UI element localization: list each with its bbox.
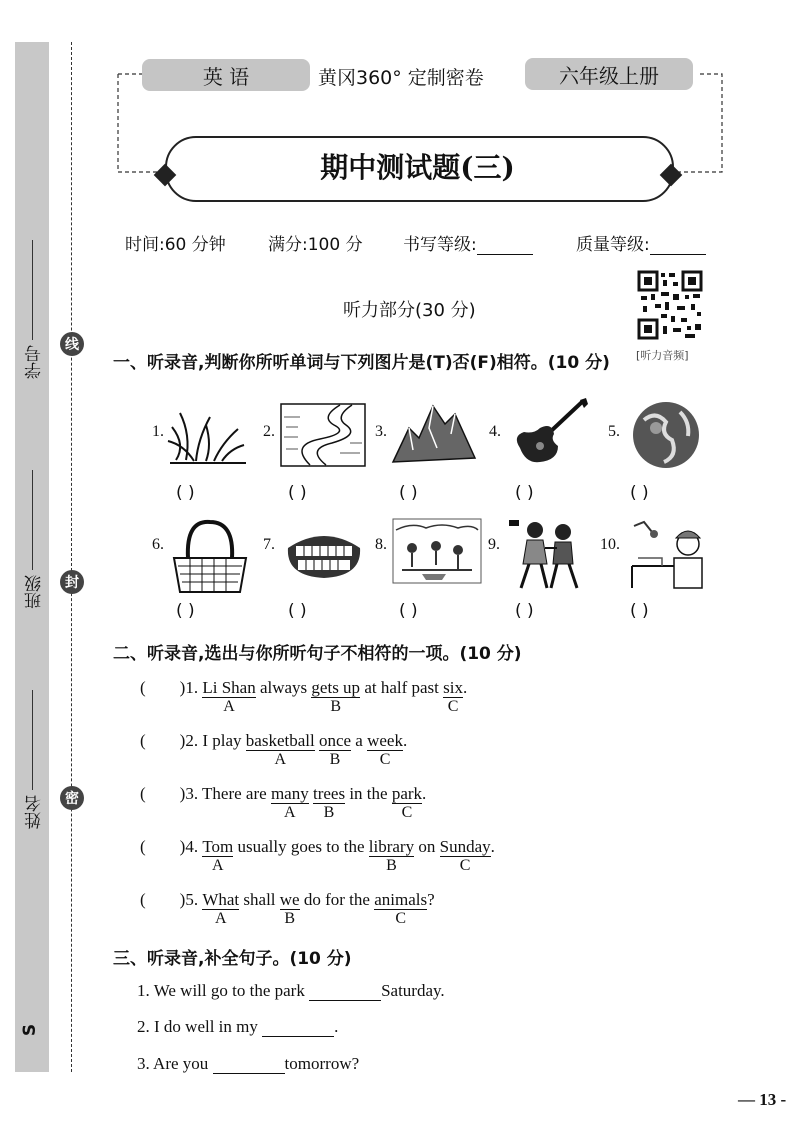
series-title: 黄冈360° 定制密卷 (318, 67, 484, 89)
quality-grade-label: 质量等级: (576, 235, 650, 255)
question-text: . (334, 1017, 339, 1036)
question-text: Saturday. (381, 981, 445, 1000)
quality-grade-blank[interactable] (650, 238, 706, 255)
answer-paren-open[interactable]: ( (140, 784, 146, 803)
question-text: on (414, 837, 440, 856)
question-text: 1. We will go to the park (137, 981, 310, 1000)
class-line (32, 470, 33, 570)
item-num-10: 10. (600, 536, 620, 553)
answer-paren-10[interactable]: ( ) (630, 601, 649, 621)
option-c: week C (367, 731, 403, 768)
qr-caption: [听力音频] (636, 349, 689, 362)
item-num-7: 7. (263, 536, 275, 553)
option-c: animals C (374, 890, 428, 927)
teeth-icon (284, 528, 364, 580)
section3-q1 (137, 981, 445, 1001)
time-info: 时间:60 分钟 (125, 235, 226, 255)
option-a: Li Shan A (202, 678, 256, 715)
cut-line (71, 42, 72, 1072)
children-icon (507, 518, 589, 594)
section2-title: 二、听录音,选出与你所听句子不相符的一项。(10 分) (113, 644, 522, 664)
question-punct: . (402, 731, 408, 750)
question-text: in the (345, 784, 392, 803)
answer-paren-open[interactable]: ( (140, 678, 146, 697)
subject-pill: 英 语 (142, 59, 310, 91)
question-text: shall (239, 890, 280, 909)
fill-blank[interactable] (309, 986, 381, 1001)
basket-icon (170, 518, 250, 596)
answer-paren-2[interactable]: ( ) (288, 483, 307, 503)
section2-q5 (140, 890, 435, 927)
section2-q3 (140, 784, 427, 821)
option-a: many A (270, 784, 309, 821)
listening-title: 听力部分(30 分) (343, 300, 476, 321)
corner-mark: S (20, 1023, 41, 1037)
item-num-5: 5. (608, 423, 620, 440)
answer-paren-3[interactable]: ( ) (399, 483, 418, 503)
option-c: Sunday C (439, 837, 491, 874)
question-punct: . (422, 784, 427, 803)
writing-grade-label: 书写等级: (403, 235, 477, 255)
item-num-2: 2. (263, 423, 275, 440)
score-info: 满分:100 分 (268, 235, 363, 255)
name-label: 姓名 (25, 795, 45, 829)
qr-code-icon[interactable] (637, 270, 703, 340)
section3-q2 (137, 1017, 338, 1037)
option-c: park C (391, 784, 423, 821)
question-punct: . (490, 837, 495, 856)
answer-paren-6[interactable]: ( ) (176, 601, 195, 621)
boy-desk-icon (630, 518, 710, 590)
option-b: once B (318, 731, 352, 768)
section2-q2 (140, 731, 408, 768)
answer-paren-1[interactable]: ( ) (176, 483, 195, 503)
section3-title: 三、听录音,补全句子。(10 分) (113, 949, 352, 969)
page-title: 期中测试题(三) (320, 151, 515, 184)
name-line (32, 690, 33, 790)
answer-paren-9[interactable]: ( ) (515, 601, 534, 621)
question-text: a (351, 731, 368, 750)
answer-paren-8[interactable]: ( ) (399, 601, 418, 621)
option-b: trees B (312, 784, 346, 821)
answer-paren-7[interactable]: ( ) (288, 601, 307, 621)
seal-seal-badge: 封 (60, 570, 84, 594)
question-number: )4. (179, 837, 199, 856)
answer-paren-open[interactable]: ( (140, 837, 146, 856)
grade-pill: 六年级上册 (525, 58, 693, 90)
student-id-label: 学号 (25, 345, 45, 379)
option-a: What A (202, 890, 240, 927)
question-text: 3. Are you (137, 1054, 213, 1073)
item-num-3: 3. (375, 423, 387, 440)
question-text: always (255, 678, 312, 697)
writing-grade-blank[interactable] (477, 238, 533, 255)
picnic-icon (392, 518, 482, 584)
fill-blank[interactable] (213, 1059, 285, 1074)
answer-paren-open[interactable]: ( (140, 731, 146, 750)
student-id-line (32, 240, 33, 340)
question-text: at half past (360, 678, 444, 697)
item-num-8: 8. (375, 536, 387, 553)
option-b: $\frac{we}{B}$ (279, 890, 300, 927)
option-b: library B (368, 837, 415, 874)
class-label: 班级 (25, 575, 45, 609)
option-b: gets up B (311, 678, 361, 715)
option-c: six C (443, 678, 463, 715)
question-punct: ? (427, 890, 435, 909)
item-num-4: 4. (489, 423, 501, 440)
item-num-9: 9. (488, 536, 500, 553)
item-num-1: 1. (152, 423, 164, 440)
section2-q4 (140, 837, 495, 874)
river-icon (280, 403, 366, 467)
page-number: — 13 - (738, 1090, 787, 1109)
question-number: )3. (179, 784, 199, 803)
guitar-icon (510, 398, 590, 468)
writing-grade (403, 230, 533, 255)
question-number: )5. (179, 890, 199, 909)
question-text: do for the (299, 890, 375, 909)
seal-line-badge: 线 (60, 332, 84, 356)
seal-dense-badge: 密 (60, 786, 84, 810)
question-text: tomorrow? (284, 1054, 360, 1073)
question-text: I play (202, 731, 246, 750)
fill-blank[interactable] (262, 1022, 334, 1037)
item-num-6: 6. (152, 536, 164, 553)
grass-icon (166, 405, 252, 467)
answer-paren-4[interactable]: ( ) (515, 483, 534, 503)
answer-paren-open[interactable]: ( (140, 890, 146, 909)
answer-paren-5[interactable]: ( ) (630, 483, 649, 503)
section1-title: 一、听录音,判断你所听单词与下列图片是(T)否(F)相符。(10 分) (113, 353, 610, 373)
question-text: 2. I do well in my (137, 1017, 263, 1036)
option-a: basketball A (245, 731, 315, 768)
section3-q3 (137, 1054, 359, 1074)
earth-icon (630, 400, 702, 470)
question-text: There are (202, 784, 271, 803)
quality-grade (576, 230, 706, 255)
option-a: Tom A (202, 837, 234, 874)
mountain-icon (391, 398, 477, 474)
question-text: usually goes to the (233, 837, 369, 856)
question-number: )2. (179, 731, 199, 750)
question-punct: . (463, 678, 468, 697)
section2-q1 (140, 678, 468, 715)
question-number: )1. (179, 678, 199, 697)
